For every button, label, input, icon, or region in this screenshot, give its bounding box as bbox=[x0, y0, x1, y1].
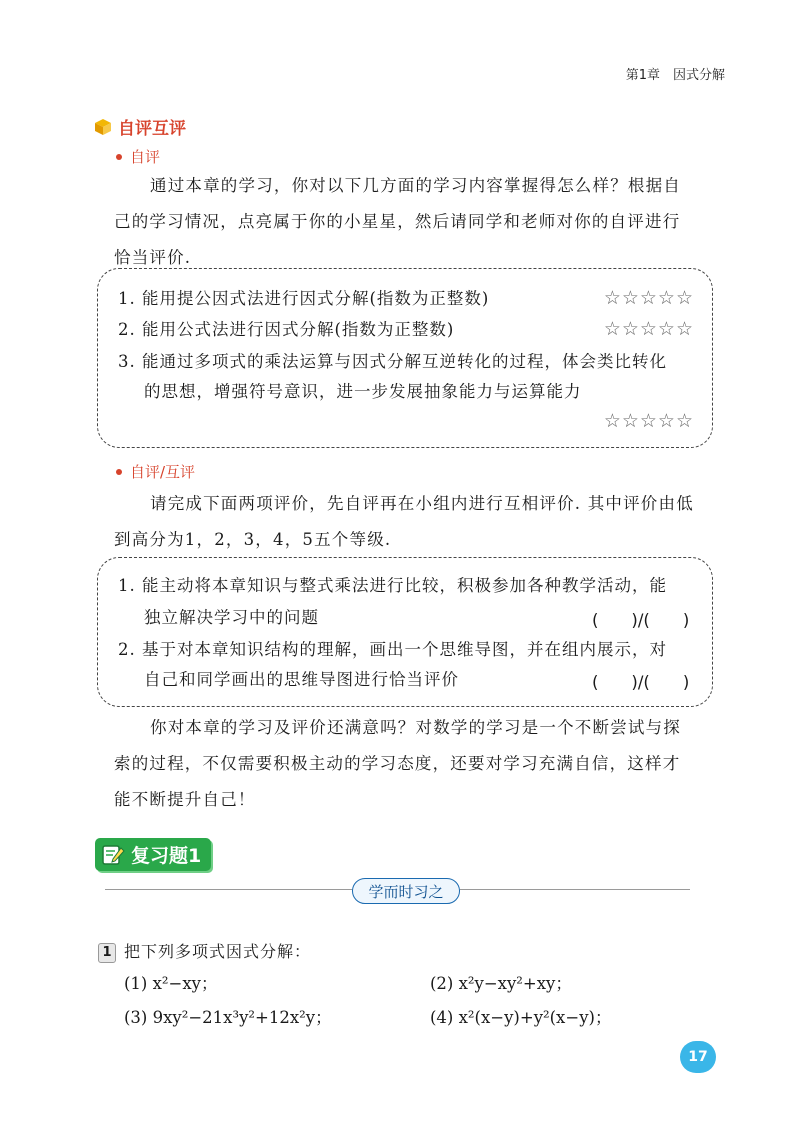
item-number: 2. bbox=[118, 320, 136, 339]
cube-icon bbox=[94, 118, 112, 136]
divider-right bbox=[460, 889, 690, 890]
sub-question: (3) 9xy²−21x³y²+12x²y； bbox=[124, 1008, 332, 1027]
score-blanks[interactable]: ( )/( ) bbox=[592, 673, 690, 692]
page-number: 17 bbox=[680, 1041, 716, 1073]
rating-item-continued: 的思想，增强符号意识，进一步发展抽象能力与运算能力 bbox=[144, 382, 582, 401]
self-eval-title: 自评互评 bbox=[118, 119, 186, 139]
rating-item bbox=[118, 314, 454, 346]
item-number: 2. bbox=[118, 640, 136, 659]
rating-item-continued: 自己和同学画出的思维导图进行恰当评价 bbox=[144, 670, 459, 689]
star-rating[interactable]: ☆☆☆☆☆ bbox=[603, 287, 694, 309]
score-blanks[interactable]: ( )/( ) bbox=[592, 611, 690, 630]
item-text: 能通过多项式的乘法运算与因式分解互逆转化的过程，体会类比转化 bbox=[142, 352, 667, 371]
rating-item bbox=[118, 346, 667, 378]
review-badge bbox=[95, 838, 211, 871]
item-number: 3. bbox=[118, 352, 136, 371]
star-rating[interactable]: ☆☆☆☆☆ bbox=[603, 410, 694, 432]
pencil-notepad-icon bbox=[101, 844, 125, 866]
intro-paragraph: 通过本章的学习，你对以下几方面的学习内容掌握得怎么样？根据自己的学习情况，点亮属于你的小星星，然后请同学和老师对你的自评进行恰当评价. bbox=[114, 176, 681, 267]
item-text: 基于对本章知识结构的理解，画出一个思维导图，并在组内展示，对 bbox=[142, 640, 667, 659]
sub-question: (4) x²(x−y)+y²(x−y)； bbox=[430, 1008, 612, 1027]
bullet-dot bbox=[116, 154, 122, 160]
review-title: 复习题1 bbox=[131, 845, 202, 867]
item-number: 1. bbox=[118, 289, 136, 308]
peer-rating-box bbox=[97, 557, 713, 707]
sub-question: (2) x²y−xy²+xy； bbox=[430, 974, 572, 993]
bullet-dot bbox=[116, 469, 122, 475]
item-text: 能用提公因式法进行因式分解(指数为正整数) bbox=[142, 289, 490, 308]
section-title bbox=[94, 114, 186, 139]
closing-paragraph: 你对本章的学习及评价还满意吗？对数学的学习是一个不断尝试与探索的过程，不仅需要积极主动的学习态度，还要对学习充满自信，这样才能不断提升自己！ bbox=[114, 718, 681, 809]
sub-question: (1) x²−xy； bbox=[124, 974, 218, 993]
chapter-header: 第1章 因式分解 bbox=[625, 68, 725, 83]
sub-heading-self bbox=[116, 146, 160, 167]
sub-heading-label: 自评 bbox=[130, 148, 161, 166]
sub-heading-peer bbox=[116, 461, 195, 482]
rating-item bbox=[118, 634, 667, 666]
item-text: 能用公式法进行因式分解(指数为正整数) bbox=[142, 320, 455, 339]
motto-badge: 学而时习之 bbox=[352, 878, 460, 904]
star-rating-box bbox=[97, 268, 713, 448]
peer-intro-paragraph: 请完成下面两项评价，先自评再在小组内进行互相评价. 其中评价由低到高分为1，2，3，4，5五个等级. bbox=[114, 494, 694, 549]
divider-left bbox=[105, 889, 352, 890]
question-text: 把下列多项式因式分解： bbox=[124, 942, 312, 961]
star-rating[interactable]: ☆☆☆☆☆ bbox=[603, 318, 694, 340]
item-number: 1. bbox=[118, 576, 136, 595]
question-number: 1 bbox=[98, 943, 116, 963]
rating-item bbox=[118, 283, 489, 315]
sub-heading-label: 自评/互评 bbox=[130, 463, 196, 481]
item-text: 能主动将本章知识与整式乘法进行比较，积极参加各种教学活动，能 bbox=[142, 576, 667, 595]
rating-item bbox=[118, 570, 667, 602]
rating-item-continued: 独立解决学习中的问题 bbox=[144, 608, 319, 627]
